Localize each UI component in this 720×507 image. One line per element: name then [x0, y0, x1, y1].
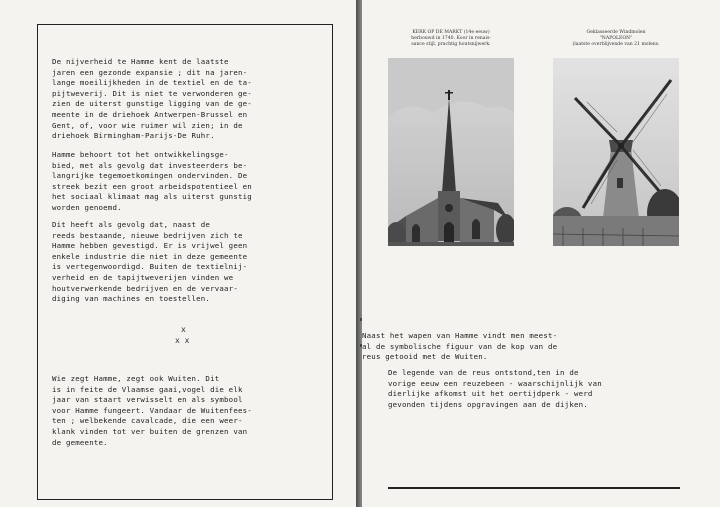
windmill-photo-block — [553, 30, 679, 246]
bottom-rule — [388, 487, 680, 489]
paragraph-industry: De nijverheid te Hamme kent de laatste jaren een gezonde expansie ; dit na jaren- lange moeilijkheden in de textiel en de ta- pijtweverij. Dit is niet te verwonderen ge- zien de uiterst gunstige ligging van de ge- meente in de driehoek Antwerpen-Brussel en Gent, of, voor wie ruimer wil zien; in de driehoek Birmingham-Parijs-De Ruhr. — [52, 57, 252, 141]
paragraph-wuiten: Wie zegt Hamme, zegt ook Wuiten. Dit is in feite de Vlaamse gaai,vogel die elk jaar van staart verwisselt en als symbool voor Hamme fungeert. Vandaar de Wuitenfees- ten ; welbekende cavalcade, die een weer- klank vinden tot ver buiten de grenzen van de gemeente. — [52, 374, 252, 447]
separator-mark-top: x — [181, 325, 186, 334]
paragraph-coat-of-arms: Naast het wapen van Hamme vindt men meest- al de symbolische figuur van de kop van de reus getooid met de Wuiten. — [362, 331, 558, 362]
paragraph-new-companies: Dit heeft als gevolg dat, naast de reeds bestaande, nieuwe bedrijven zich te Hamme hebben gevestigd. Er is vrijwel geen enkele industrie die niet in deze gemeente is vertegenwoordigd. Buiten de textielnij- verheid en de tapijtweverijen vinden we houtverwerkende bedrijven en de vervaar- diging van machines en toestellen. — [52, 220, 248, 304]
windmill-photo — [553, 58, 679, 246]
paragraph-giant-legend: De legende van de reus ontstond,ten in de vorige eeuw een reuzebeen - waarschijnlijk van dierlijke afkomst uit het oertijdperk - werd gevonden tijdens opgravingen aan de dijken. — [388, 368, 602, 409]
windmill-caption: Geklasseerde Windmolen "NAPOLEON" (laatste overblijvende van 21 molens. — [572, 30, 660, 48]
binding-mark — [360, 344, 362, 347]
paragraph-development: Hamme behoort tot het ontwikkelingsge- bied, met als gevolg dat investeerders be- langrijke tegemoetkomingen ondervinden. De streek bezit een groot arbeidspotentieel en het sociaal klimaat mag als uiterst gunstig worden genoemd. — [52, 150, 252, 212]
church-caption: KERK OP DE MARKT (14e eeuw) herbouwd in 1740. Koor in renais- sance stijl, prachtig houtsnijwerk. — [411, 30, 491, 48]
separator-mark-bottom: x x — [175, 336, 190, 345]
binding-mark — [360, 318, 362, 321]
church-photo — [388, 58, 514, 246]
church-photo-block — [388, 30, 514, 246]
